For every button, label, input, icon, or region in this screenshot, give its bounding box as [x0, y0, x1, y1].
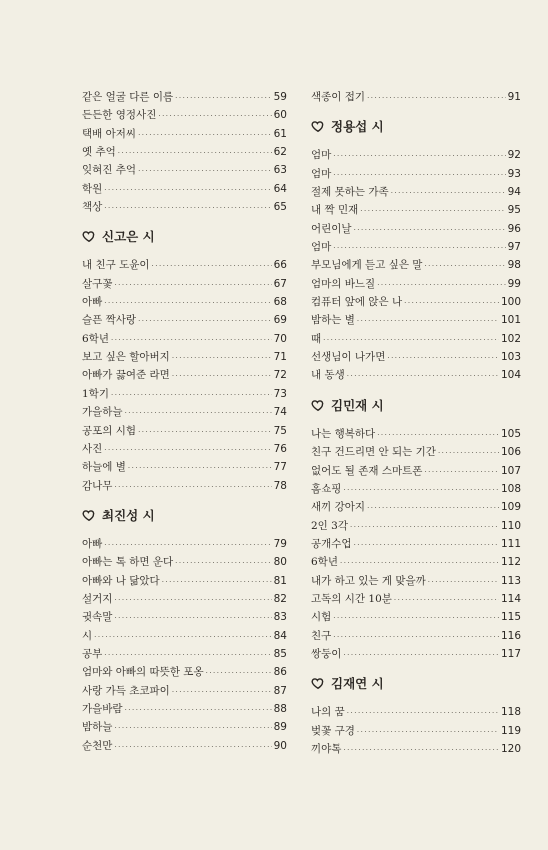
section-heading: [82, 506, 155, 524]
toc-entry: [82, 403, 287, 421]
toc-entry: [82, 700, 287, 718]
toc-entry-title: 선생님이 나가면: [311, 351, 386, 364]
section-heading-label: 김재연 시: [331, 676, 384, 692]
toc-entry-title: 아빠가 끓여준 라면: [82, 369, 170, 382]
toc-entry: [82, 311, 287, 329]
toc-entry: [311, 256, 521, 274]
dot-leader: [114, 738, 271, 756]
toc-entry: [311, 425, 521, 443]
toc-entry-page: 86: [273, 666, 287, 679]
toc-entry: [82, 143, 287, 161]
toc-entry: [82, 161, 287, 179]
toc-entry: [311, 480, 521, 498]
toc-entry: [82, 590, 287, 608]
toc-entry: [82, 627, 287, 645]
toc-entry: [311, 722, 521, 740]
toc-entry-page: 74: [273, 406, 287, 419]
toc-entry-page: 89: [273, 721, 287, 734]
dot-leader: [114, 591, 271, 609]
toc-entry-page: 61: [273, 127, 287, 140]
toc-entry-page: 98: [507, 259, 521, 272]
dot-leader: [357, 723, 499, 741]
toc-entry: [82, 682, 287, 700]
toc-entry: [82, 572, 287, 590]
heart-outline-icon: [311, 676, 325, 690]
toc-entry-page: 77: [273, 461, 287, 474]
toc-entry-title: 2인 3각: [311, 519, 348, 532]
toc-entry-title: 시험: [311, 611, 332, 624]
dot-leader: [111, 386, 272, 404]
dot-leader: [343, 481, 499, 499]
toc-entry-title: 쌍둥이: [311, 647, 342, 660]
dot-leader: [114, 276, 271, 294]
toc-entry: [82, 663, 287, 681]
section-header: [82, 495, 287, 535]
toc-entry-page: 75: [273, 424, 287, 437]
toc-entry-page: 108: [500, 482, 521, 495]
toc-entry-page: 92: [507, 149, 521, 162]
dot-leader: [367, 499, 499, 517]
dot-leader: [347, 367, 499, 385]
toc-entry-page: 111: [500, 537, 521, 550]
toc-entry: [82, 535, 287, 553]
toc-entry: [311, 330, 521, 348]
dot-leader: [128, 459, 272, 477]
dot-leader: [125, 404, 272, 422]
toc-entry-page: 102: [500, 332, 521, 345]
section-heading-label: 신고은 시: [102, 229, 155, 245]
dot-leader: [152, 257, 272, 275]
toc-entry-page: 82: [273, 592, 287, 605]
toc-entry-title: 학원: [82, 182, 103, 195]
dot-leader: [438, 444, 499, 462]
toc-entry-page: 107: [500, 464, 521, 477]
heart-outline-icon: [82, 229, 96, 243]
toc-entry-title: 하늘에 별: [82, 461, 126, 474]
toc-entry: [82, 737, 287, 755]
toc-entry-title: 내 동생: [311, 369, 345, 382]
toc-entry-title: 설거지: [82, 592, 113, 605]
dot-leader: [357, 312, 499, 330]
toc-entry: [311, 366, 521, 384]
toc-entry: [311, 627, 521, 645]
toc-entry-page: 118: [500, 706, 521, 719]
toc-entry: [311, 553, 521, 571]
toc-entry-page: 67: [273, 277, 287, 290]
toc-entry-title: 보고 싶은 할아버지: [82, 351, 170, 364]
toc-entry-page: 115: [500, 611, 521, 624]
dot-leader: [391, 184, 506, 202]
heart-outline-icon: [311, 119, 325, 133]
dot-leader: [354, 221, 506, 239]
dot-leader: [387, 349, 499, 367]
dot-leader: [125, 701, 272, 719]
toc-entry-title: 엄마의 바느질: [311, 277, 376, 290]
toc-entry-page: 83: [273, 611, 287, 624]
toc-entry-page: 114: [500, 592, 521, 605]
dot-leader: [377, 426, 499, 444]
toc-entry-page: 120: [500, 742, 521, 755]
dot-leader: [114, 478, 271, 496]
dot-leader: [394, 591, 499, 609]
toc-entry-title: 내 짝 민재: [311, 204, 359, 217]
dot-leader: [104, 536, 271, 554]
dot-leader: [350, 518, 499, 536]
section-heading: [311, 117, 384, 135]
dot-leader: [333, 609, 499, 627]
dot-leader: [343, 741, 499, 759]
dot-leader: [172, 683, 272, 701]
dot-leader: [138, 162, 272, 180]
toc-entry-title: 밤하늘: [82, 721, 113, 734]
toc-entry-title: 공개수업: [311, 537, 352, 550]
dot-leader: [354, 536, 499, 554]
toc-entry-page: 65: [273, 201, 287, 214]
toc-entry: [311, 462, 521, 480]
toc-entry-page: 79: [273, 537, 287, 550]
toc-entry-page: 119: [500, 724, 521, 737]
toc-entry: [311, 183, 521, 201]
dot-leader: [104, 646, 271, 664]
toc-entry: [311, 517, 521, 535]
toc-entry-page: 68: [273, 296, 287, 309]
toc-entry: [82, 553, 287, 571]
toc-entry: [82, 440, 287, 458]
dot-leader: [104, 441, 271, 459]
toc-entry: [311, 590, 521, 608]
dot-leader: [111, 331, 272, 349]
dot-leader: [424, 257, 505, 275]
toc-entry: [82, 645, 287, 663]
toc-entry-title: 절제 못하는 가족: [311, 186, 389, 199]
toc-entry-page: 63: [273, 164, 287, 177]
toc-entry: [311, 608, 521, 626]
toc-entry-title: 6학년: [311, 556, 338, 569]
toc-entry-page: 117: [500, 647, 521, 660]
toc-entry-page: 106: [500, 446, 521, 459]
toc-entry-title: 시: [82, 629, 93, 642]
toc-entry-title: 슬픈 짝사랑: [82, 314, 137, 327]
toc-entry: [82, 718, 287, 736]
heart-outline-icon: [82, 508, 96, 522]
toc-entry-title: 친구: [311, 629, 332, 642]
toc-entry-title: 아빠와 나 닮았다: [82, 574, 160, 587]
left-column: [82, 88, 287, 755]
dot-leader: [175, 554, 271, 572]
toc-entry: [82, 366, 287, 384]
toc-entry-title: 1학기: [82, 387, 109, 400]
toc-entry-page: 90: [273, 739, 287, 752]
dot-leader: [114, 719, 271, 737]
toc-entry-title: 6학년: [82, 332, 109, 345]
toc-entry-title: 부모님에게 듣고 싶은 말: [311, 259, 423, 272]
dot-leader: [158, 107, 271, 125]
toc-entry-page: 87: [273, 684, 287, 697]
toc-entry-page: 91: [507, 91, 521, 103]
toc-entry-title: 컴퓨터 앞에 앉은 나: [311, 296, 403, 309]
toc-entry-title: 책상: [82, 201, 103, 214]
toc-entry-title: 옛 추억: [82, 146, 116, 159]
toc-entry-title: 밤하는 별: [311, 314, 355, 327]
toc-entry: [311, 703, 521, 721]
dot-leader: [424, 463, 499, 481]
toc-entry-page: 105: [500, 427, 521, 440]
toc-entry-title: 아빠: [82, 296, 103, 309]
dot-leader: [347, 704, 499, 722]
toc-entry: [311, 348, 521, 366]
toc-entry-title: 귓속말: [82, 611, 113, 624]
dot-leader: [333, 239, 505, 257]
dot-leader: [118, 144, 272, 162]
toc-entry-title: 살구꽃: [82, 277, 113, 290]
toc-entry: [82, 198, 287, 216]
toc-entry-title: 엄마: [311, 167, 332, 180]
toc-entry-title: 같은 얼굴 다른 이름: [82, 91, 174, 103]
toc-entry: [311, 165, 521, 183]
toc-entry: [311, 146, 521, 164]
toc-entry-title: 엄마와 아빠의 따뜻한 포옹: [82, 666, 204, 679]
toc-entry-title: 새끼 강아지: [311, 501, 366, 514]
toc-entry: [82, 106, 287, 124]
toc-entry-title: 가을하늘: [82, 406, 123, 419]
toc-entry: [82, 293, 287, 311]
toc-entry: [311, 443, 521, 461]
toc-entry-title: 고독의 시간 10분: [311, 592, 392, 605]
toc-entry-page: 73: [273, 387, 287, 400]
toc-entry: [311, 293, 521, 311]
toc-entry-page: 69: [273, 314, 287, 327]
toc-entry: [311, 535, 521, 553]
toc-entry: [311, 201, 521, 219]
toc-entry-title: 잊혀진 추억: [82, 164, 137, 177]
toc-entry: [82, 275, 287, 293]
toc-entry-page: 110: [500, 519, 521, 532]
dot-leader: [333, 147, 505, 165]
toc-entry-page: 113: [500, 574, 521, 587]
toc-entry-title: 아빠: [82, 537, 103, 550]
toc-entry-page: 88: [273, 702, 287, 715]
toc-entry: [311, 572, 521, 590]
toc-entry-title: 아빠는 톡 하면 운다: [82, 556, 174, 569]
toc-entry: [311, 645, 521, 663]
toc-entry-page: 95: [507, 204, 521, 217]
toc-entry-page: 64: [273, 182, 287, 195]
toc-entry-page: 78: [273, 479, 287, 492]
dot-leader: [333, 628, 499, 646]
toc-entry-page: 99: [507, 277, 521, 290]
toc-entry: [82, 385, 287, 403]
toc-entry-title: 내가 하고 있는 게 맞을까: [311, 574, 426, 587]
toc-entry: [311, 275, 521, 293]
toc-entry-title: 감나무: [82, 479, 113, 492]
toc-entry: [82, 256, 287, 274]
section-header: [311, 663, 521, 703]
toc-entry-title: 나는 행복하다: [311, 427, 376, 440]
toc-entry-title: 순천만: [82, 739, 113, 752]
toc-entry-page: 112: [500, 556, 521, 569]
toc-entry-page: 93: [507, 167, 521, 180]
section-header: [82, 216, 287, 256]
dot-leader: [104, 181, 271, 199]
toc-entry: [311, 498, 521, 516]
dot-leader: [377, 276, 505, 294]
toc-entry-page: 80: [273, 556, 287, 569]
dot-leader: [172, 367, 272, 385]
toc-entry-page: 70: [273, 332, 287, 345]
toc-entry: [311, 220, 521, 238]
toc-entry-title: 때: [311, 332, 322, 345]
toc-entry-title: 사랑 가득 초코파이: [82, 684, 170, 697]
toc-entry: [82, 422, 287, 440]
section-heading-label: 최진성 시: [102, 507, 155, 523]
dot-leader: [138, 126, 272, 144]
dot-leader: [367, 89, 506, 107]
dot-leader: [94, 628, 271, 646]
dot-leader: [104, 199, 271, 217]
toc-entry-page: 103: [500, 351, 521, 364]
section-heading: [311, 674, 384, 692]
toc-entry: [82, 125, 287, 143]
heart-outline-icon: [311, 398, 325, 412]
dot-leader: [333, 166, 505, 184]
dot-leader: [138, 423, 272, 441]
toc-entry-title: 홈쇼핑: [311, 482, 342, 495]
toc-entry-title: 공포의 시험: [82, 424, 137, 437]
toc-entry: [311, 740, 521, 758]
toc-entry: [82, 477, 287, 495]
toc-entry-title: 든든한 영정사진: [82, 109, 157, 122]
toc-entry-title: 공부: [82, 647, 103, 660]
toc-entry-page: 59: [273, 91, 287, 103]
dot-leader: [138, 312, 272, 330]
toc-entry-title: 끼야톡: [311, 742, 342, 755]
toc-entry-page: 101: [500, 314, 521, 327]
toc-entry-title: 가을바람: [82, 702, 123, 715]
toc-entry-title: 사진: [82, 442, 103, 455]
dot-leader: [360, 202, 505, 220]
toc-entry-title: 택배 아저씨: [82, 127, 137, 140]
toc-entry-page: 72: [273, 369, 287, 382]
dot-leader: [206, 664, 272, 682]
toc-entry: [82, 180, 287, 198]
dot-leader: [323, 331, 499, 349]
toc-entry-page: 85: [273, 647, 287, 660]
section-heading-label: 김민재 시: [331, 397, 384, 413]
dot-leader: [162, 573, 272, 591]
dot-leader: [104, 294, 271, 312]
toc-entry-title: 없어도 될 존재 스마트폰: [311, 464, 423, 477]
toc-entry-title: 내 친구 도윤이: [82, 259, 150, 272]
toc-entry-title: 엄마: [311, 149, 332, 162]
toc-entry-page: 84: [273, 629, 287, 642]
toc-entry-title: 벚꽃 구경: [311, 724, 355, 737]
toc-entry-page: 116: [500, 629, 521, 642]
toc-entry: [82, 608, 287, 626]
section-heading: [82, 227, 155, 245]
toc-entry: [82, 458, 287, 476]
section-heading: [311, 396, 384, 414]
toc-entry-page: 104: [500, 369, 521, 382]
dot-leader: [340, 554, 499, 572]
toc-entry-page: 94: [507, 186, 521, 199]
toc-entry: [82, 330, 287, 348]
dot-leader: [343, 646, 499, 664]
toc-entry-page: 66: [273, 259, 287, 272]
toc-entry-title: 친구 건드리면 안 되는 기간: [311, 446, 436, 459]
toc-entry-page: 81: [273, 574, 287, 587]
toc-entry-title: 엄마: [311, 241, 332, 254]
toc-entry: [82, 348, 287, 366]
dot-leader: [428, 573, 499, 591]
toc-entry-page: 100: [500, 296, 521, 309]
toc-entry-page: 97: [507, 241, 521, 254]
toc-entry-page: 96: [507, 222, 521, 235]
toc-entry-page: 60: [273, 109, 287, 122]
section-header: [311, 106, 521, 146]
toc-entry: [82, 88, 287, 106]
toc-entry-title: 어린이날: [311, 222, 352, 235]
toc-entry: [311, 311, 521, 329]
right-column: [311, 88, 521, 758]
dot-leader: [175, 89, 271, 107]
dot-leader: [404, 294, 499, 312]
toc-entry: [311, 88, 521, 106]
toc-entry-page: 71: [273, 351, 287, 364]
toc-entry-page: 109: [500, 501, 521, 514]
dot-leader: [172, 349, 272, 367]
dot-leader: [114, 609, 271, 627]
toc-entry-page: 76: [273, 442, 287, 455]
toc-entry-title: 색종이 접기: [311, 91, 366, 103]
section-heading-label: 정용섭 시: [331, 119, 384, 135]
toc-entry-page: 62: [273, 146, 287, 159]
toc-entry-title: 나의 꿈: [311, 706, 345, 719]
toc-entry: [311, 238, 521, 256]
section-header: [311, 385, 521, 425]
